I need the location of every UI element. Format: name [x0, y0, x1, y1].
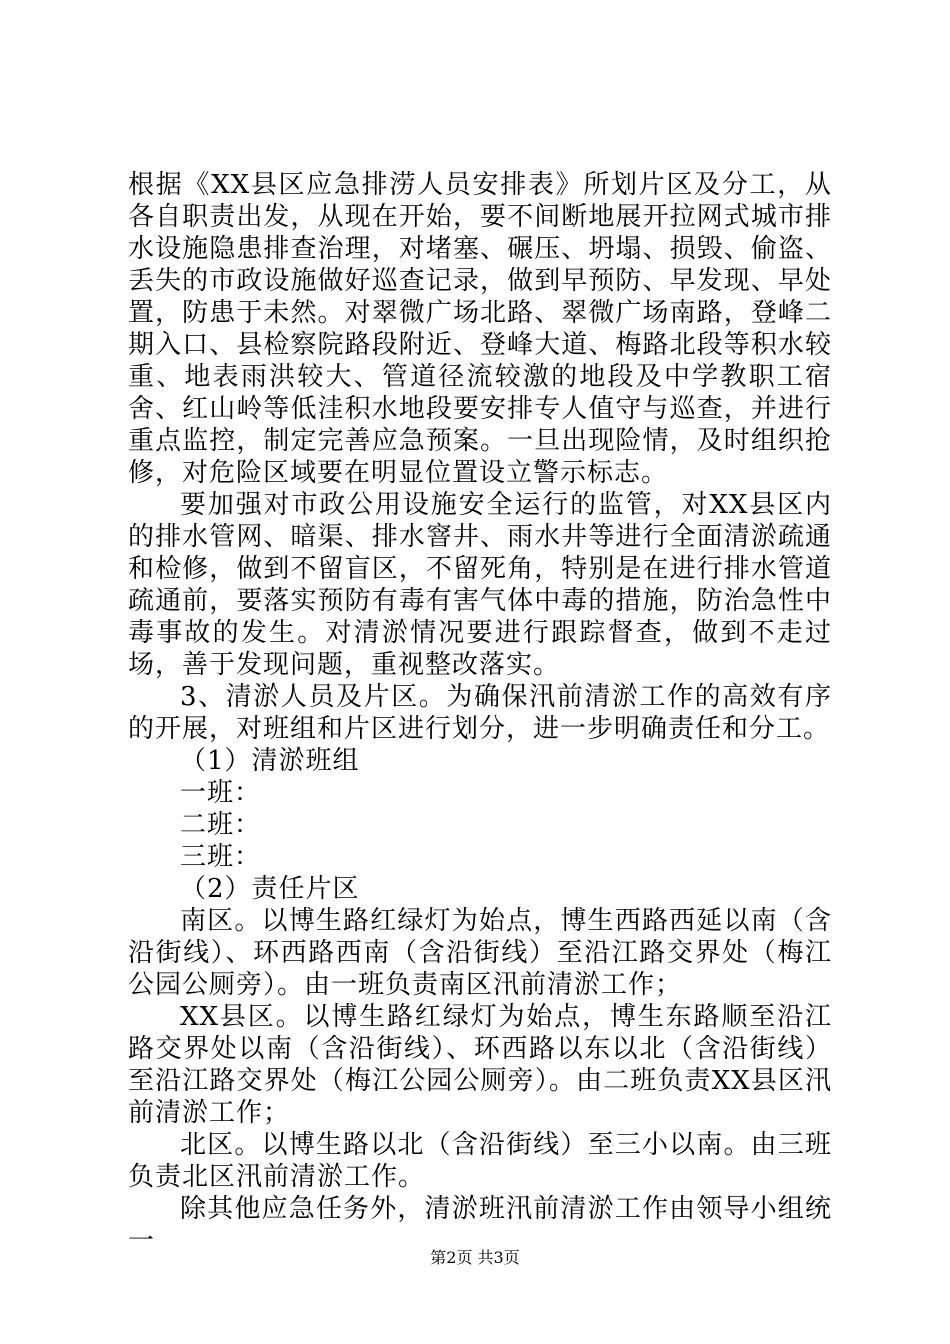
document-body	[128, 169, 832, 1257]
page-number-footer: 第2页 共3页	[430, 1248, 520, 1267]
paragraph-staff-and-zones: 3、清淤人员及片区。为确保汛前清淤工作的高效有序的开展，对班组和片区进行划分，进一步明确责任和分工。	[128, 682, 832, 744]
paragraph-inspection: 根据《XX县区应急排涝人员安排表》所划片区及分工，从各自职责出发，从现在开始，要不间断地展开拉网式城市排水设施隐患排查治理，对堵塞、碾压、坍塌、损毁、偷盗、丢失的市政设施做好巡查记录，做到早预防、早发现、早处置，防患于未然。对翠微广场北路、翠微广场南路，登峰二期入口、县检察院路段附近、登峰大道、梅路北段等积水较重、地表雨洪较大、管道径流较激的地段及中学教职工宿舍、红山岭等低洼积水地段要安排专人值守与巡查，并进行重点监控，制定完善应急预案。一旦出现险情，及时组织抢修，对危险区域要在明显位置设立警示标志。	[128, 170, 832, 488]
paragraph-north-zone: 北区。以博生路以北（含沿街线）至三小以南。由三班负责北区汛前清淤工作。	[128, 1130, 832, 1192]
team-one-line: 一班：	[180, 778, 262, 808]
heading-cleaning-teams: （1）清淤班组	[180, 746, 360, 776]
paragraph-supervision: 要加强对市政公用设施安全运行的监管，对XX县区内的排水管网、暗渠、排水窨井、雨水井等进行全面清淤疏通和检修，做到不留盲区，不留死角，特别是在进行排水管道疏通前，要落实预防有毒有害气体中毒的措施，防治急性中毒事故的发生。对清淤情况要进行跟踪督查，做到不走过场，善于发现问题，重视整改落实。	[128, 490, 832, 680]
paragraph-closing: 除其他应急任务外，清淤班汛前清淤工作由领导小组统一	[128, 1194, 832, 1256]
heading-responsibility-zones: （2）责任片区	[180, 874, 360, 904]
paragraph-south-zone: 南区。以博生路红绿灯为始点，博生西路西延以南（含沿街线）、环西路西南（含沿街线）至沿江路交界处（梅江公园公厕旁）。由一班负责南区汛前清淤工作；	[128, 906, 832, 1000]
paragraph-county-zone: XX县区。以博生路红绿灯为始点，博生东路顺至沿江路交界处以南（含沿街线）、环西路以东以北（含沿街线）至沿江路交界处（梅江公园公厕旁）。由二班负责XX县区汛前清淤工作；	[128, 1002, 832, 1128]
team-three-line: 三班：	[180, 842, 262, 872]
team-two-line: 二班：	[180, 810, 262, 840]
